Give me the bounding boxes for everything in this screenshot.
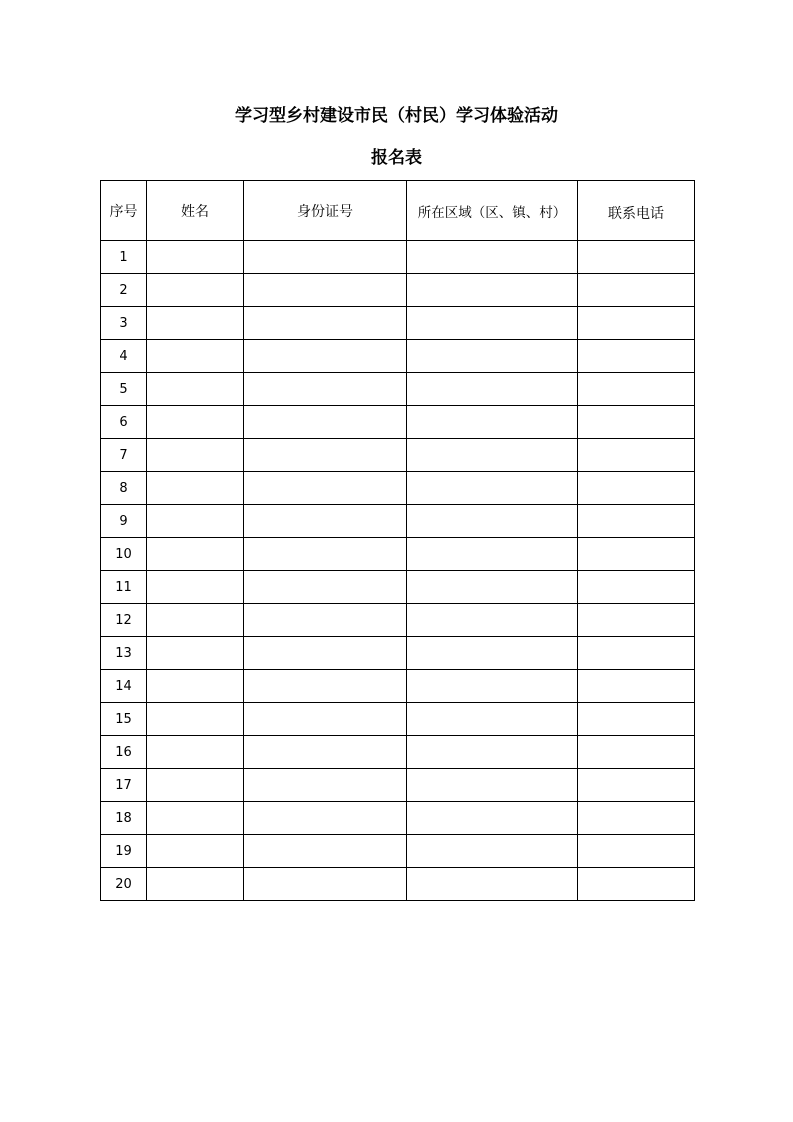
name-cell[interactable] — [147, 604, 244, 637]
phone-cell[interactable] — [578, 736, 695, 769]
region-cell[interactable] — [407, 241, 578, 274]
row-number: 16 — [101, 736, 147, 769]
registration-table — [100, 180, 695, 901]
header-phone — [578, 181, 695, 241]
region-cell[interactable] — [407, 472, 578, 505]
phone-cell[interactable] — [578, 241, 695, 274]
header-index: 序号 — [101, 181, 147, 241]
region-cell[interactable] — [407, 439, 578, 472]
id-number-cell[interactable] — [244, 736, 407, 769]
name-cell[interactable] — [147, 472, 244, 505]
name-cell[interactable] — [147, 505, 244, 538]
table-row — [101, 538, 695, 571]
region-cell[interactable] — [407, 505, 578, 538]
document-title: 学习型乡村建设市民（村民）学习体验活动 — [235, 106, 558, 126]
row-number: 11 — [101, 571, 147, 604]
table-row — [101, 736, 695, 769]
table-row — [101, 604, 695, 637]
row-number: 9 — [101, 505, 147, 538]
name-cell[interactable] — [147, 868, 244, 901]
phone-cell[interactable] — [578, 703, 695, 736]
name-cell[interactable] — [147, 670, 244, 703]
region-cell[interactable] — [407, 802, 578, 835]
phone-cell[interactable] — [578, 373, 695, 406]
name-cell[interactable] — [147, 703, 244, 736]
table-row — [101, 274, 695, 307]
region-cell[interactable] — [407, 307, 578, 340]
phone-cell[interactable] — [578, 472, 695, 505]
row-number: 14 — [101, 670, 147, 703]
region-cell[interactable] — [407, 835, 578, 868]
phone-cell[interactable] — [578, 571, 695, 604]
name-cell[interactable] — [147, 769, 244, 802]
id-number-cell[interactable] — [244, 604, 407, 637]
id-number-cell[interactable] — [244, 274, 407, 307]
phone-cell[interactable] — [578, 802, 695, 835]
name-cell[interactable] — [147, 571, 244, 604]
table-row — [101, 505, 695, 538]
id-number-cell[interactable] — [244, 406, 407, 439]
region-cell[interactable] — [407, 736, 578, 769]
table-row — [101, 439, 695, 472]
table-header-row — [101, 181, 695, 241]
table-row — [101, 769, 695, 802]
header-id-number: 身份证号 — [244, 181, 407, 241]
region-cell[interactable] — [407, 340, 578, 373]
table-row — [101, 406, 695, 439]
table-row — [101, 670, 695, 703]
phone-cell[interactable] — [578, 406, 695, 439]
row-number: 3 — [101, 307, 147, 340]
header-phone-label: 联系电话 — [608, 205, 664, 222]
table-row — [101, 571, 695, 604]
name-cell[interactable] — [147, 307, 244, 340]
row-number: 20 — [101, 868, 147, 901]
id-number-cell[interactable] — [244, 835, 407, 868]
id-number-cell[interactable] — [244, 637, 407, 670]
region-cell[interactable] — [407, 637, 578, 670]
name-cell[interactable] — [147, 736, 244, 769]
name-cell[interactable] — [147, 835, 244, 868]
name-cell[interactable] — [147, 340, 244, 373]
phone-cell[interactable] — [578, 307, 695, 340]
id-number-cell[interactable] — [244, 340, 407, 373]
phone-cell[interactable] — [578, 274, 695, 307]
id-number-cell[interactable] — [244, 373, 407, 406]
name-cell[interactable] — [147, 274, 244, 307]
row-number: 7 — [101, 439, 147, 472]
name-cell[interactable] — [147, 637, 244, 670]
table-row — [101, 307, 695, 340]
name-cell[interactable] — [147, 406, 244, 439]
id-number-cell[interactable] — [244, 703, 407, 736]
region-cell[interactable] — [407, 571, 578, 604]
region-cell[interactable] — [407, 868, 578, 901]
table-row — [101, 802, 695, 835]
table-row — [101, 868, 695, 901]
phone-cell[interactable] — [578, 868, 695, 901]
phone-cell[interactable] — [578, 538, 695, 571]
region-cell[interactable] — [407, 538, 578, 571]
id-number-cell[interactable] — [244, 802, 407, 835]
table-row — [101, 703, 695, 736]
table-row — [101, 241, 695, 274]
region-cell[interactable] — [407, 670, 578, 703]
phone-cell[interactable] — [578, 637, 695, 670]
row-number: 1 — [101, 241, 147, 274]
id-number-cell[interactable] — [244, 868, 407, 901]
header-name: 姓名 — [147, 181, 244, 241]
phone-cell[interactable] — [578, 835, 695, 868]
row-number: 15 — [101, 703, 147, 736]
id-number-cell[interactable] — [244, 439, 407, 472]
table-row — [101, 835, 695, 868]
row-number: 5 — [101, 373, 147, 406]
table-row — [101, 340, 695, 373]
phone-cell[interactable] — [578, 340, 695, 373]
table-row — [101, 637, 695, 670]
row-number: 10 — [101, 538, 147, 571]
id-number-cell[interactable] — [244, 472, 407, 505]
name-cell[interactable] — [147, 538, 244, 571]
name-cell[interactable] — [147, 241, 244, 274]
region-cell[interactable] — [407, 406, 578, 439]
table-body — [101, 241, 695, 901]
phone-cell[interactable] — [578, 439, 695, 472]
row-number: 12 — [101, 604, 147, 637]
table-row — [101, 373, 695, 406]
header-region: 所在区域（区、镇、村） — [407, 181, 578, 241]
region-cell[interactable] — [407, 274, 578, 307]
document-subtitle: 报名表 — [371, 148, 422, 168]
region-cell[interactable] — [407, 769, 578, 802]
phone-cell[interactable] — [578, 604, 695, 637]
table-row — [101, 472, 695, 505]
name-cell[interactable] — [147, 802, 244, 835]
id-number-cell[interactable] — [244, 571, 407, 604]
region-cell[interactable] — [407, 373, 578, 406]
row-number: 18 — [101, 802, 147, 835]
row-number: 2 — [101, 274, 147, 307]
id-number-cell[interactable] — [244, 505, 407, 538]
region-cell[interactable] — [407, 703, 578, 736]
phone-cell[interactable] — [578, 769, 695, 802]
id-number-cell[interactable] — [244, 307, 407, 340]
row-number: 19 — [101, 835, 147, 868]
row-number: 4 — [101, 340, 147, 373]
phone-cell[interactable] — [578, 670, 695, 703]
id-number-cell[interactable] — [244, 538, 407, 571]
name-cell[interactable] — [147, 373, 244, 406]
region-cell[interactable] — [407, 604, 578, 637]
row-number: 17 — [101, 769, 147, 802]
name-cell[interactable] — [147, 439, 244, 472]
row-number: 13 — [101, 637, 147, 670]
row-number: 8 — [101, 472, 147, 505]
id-number-cell[interactable] — [244, 670, 407, 703]
row-number: 6 — [101, 406, 147, 439]
id-number-cell[interactable] — [244, 769, 407, 802]
phone-cell[interactable] — [578, 505, 695, 538]
id-number-cell[interactable] — [244, 241, 407, 274]
